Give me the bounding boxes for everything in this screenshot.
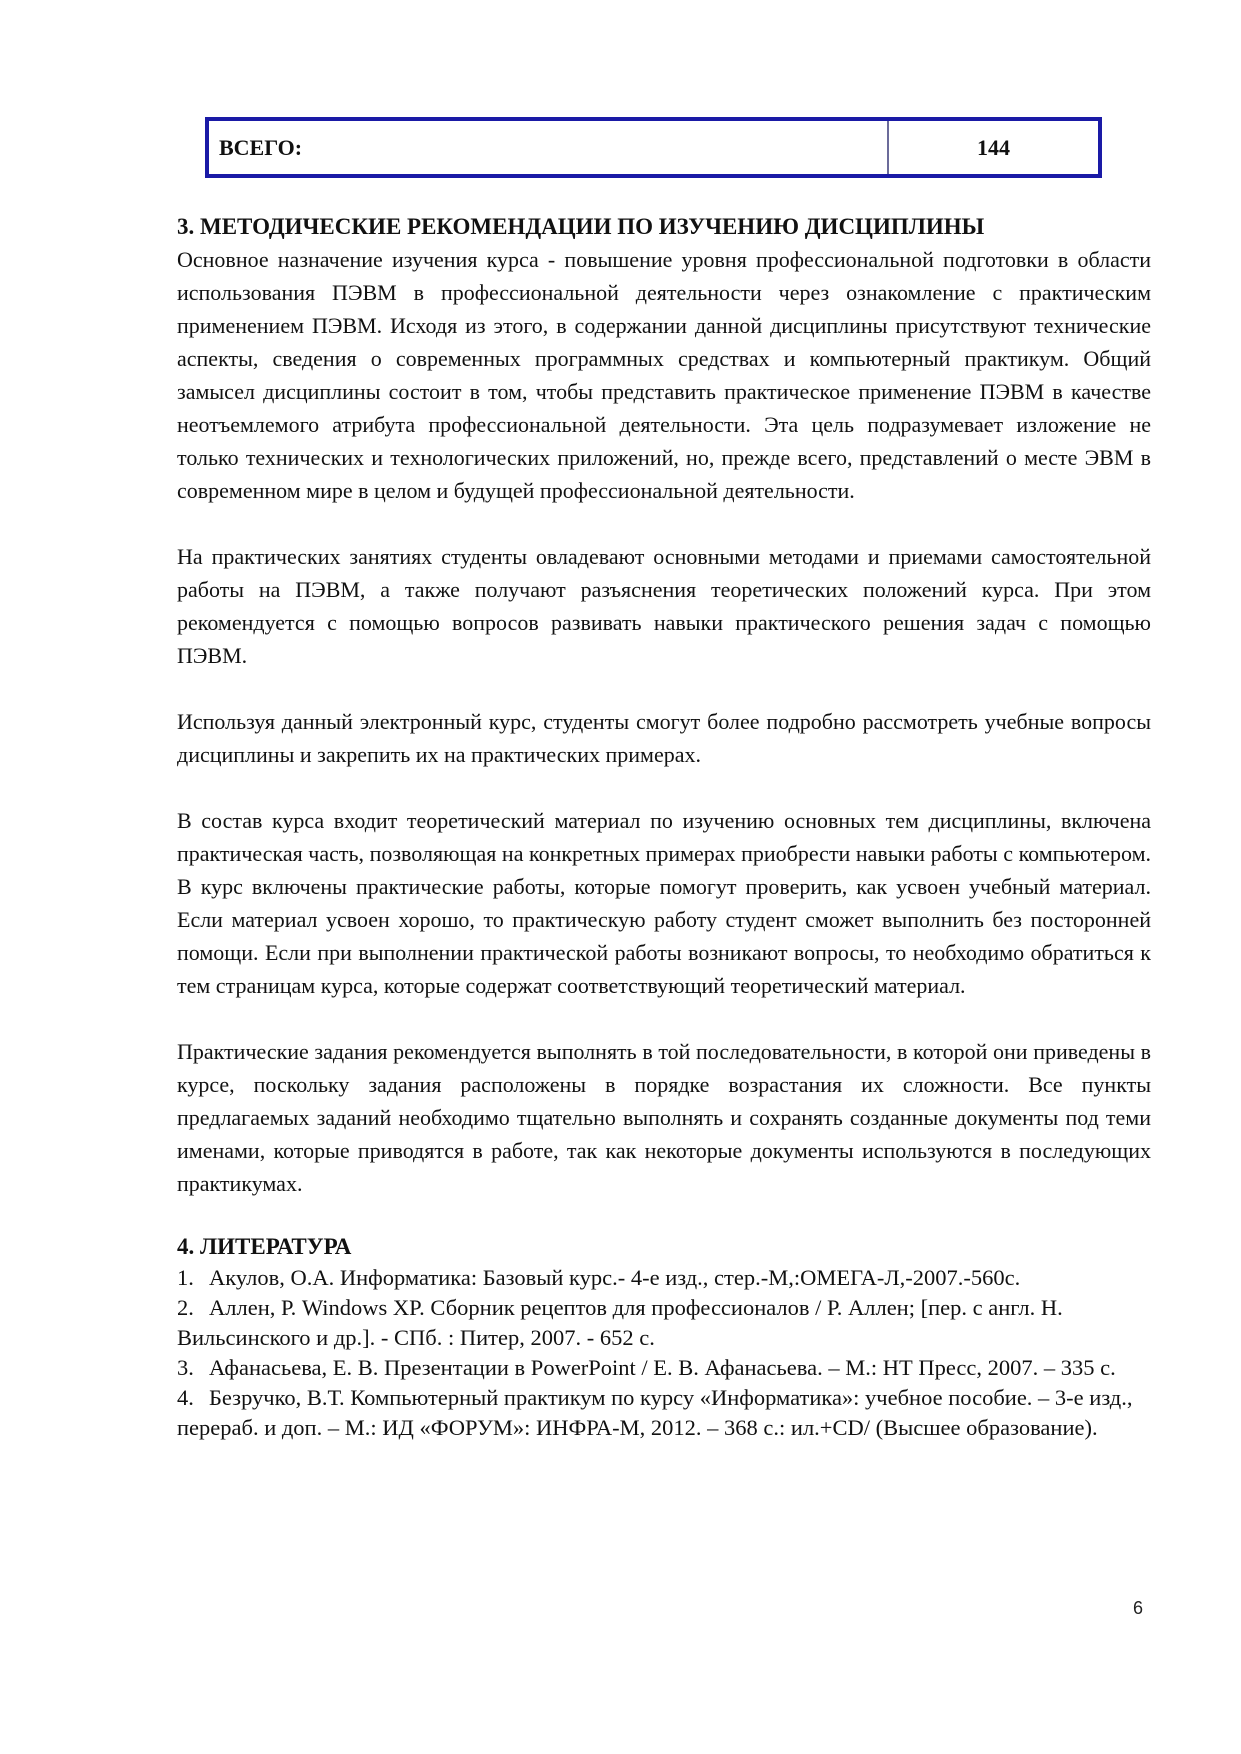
total-hours-table xyxy=(205,117,1102,178)
literature-item: 2. Аллен, Р. Windows XP. Сборник рецептов для профессионалов / Р. Аллен; [пер. с англ. Н. Вильсинского и др.]. - СПб. : Питер, 2007. - 652 с. xyxy=(177,1295,1063,1350)
paragraph-4: В состав курса входит теоретический материал по изучению основных тем дисциплины, включена практическая часть, позволяющая на конкретных примерах приобрести навыки работы с компьютером. В курс включены практические работы, которые помогут проверить, как усвоен учебный материал. Если материал усвоен хорошо, то практическую работу студент сможет выполнить без посторонней помощи. Если при выполнении практической работы возникают вопросы, то необходимо обратиться к тем страницам курса, которые содержат соответствующий теоретический материал. xyxy=(177,808,1151,998)
literature-item: 3. Афанасьева, Е. В. Презентации в PowerPoint / Е. В. Афанасьева. – М.: НТ Пресс, 2007. – 335 с. xyxy=(177,1355,1116,1380)
paragraph-3: Используя данный электронный курс, студенты смогут более подробно рассмотреть учебные вопросы дисциплины и закрепить их на практических примерах. xyxy=(177,709,1151,767)
total-value-cell: 144 xyxy=(977,134,1010,160)
section-3-heading: 3. МЕТОДИЧЕСКИЕ РЕКОМЕНДАЦИИ ПО ИЗУЧЕНИЮ ДИСЦИПЛИНЫ xyxy=(177,214,985,239)
paragraph-1: Основное назначение изучения курса - повышение уровня профессиональной подготовки в области использования ПЭВМ в профессиональной деятельности через ознакомление с практическим применением ПЭВМ. Исходя из этого, в содержании данной дисциплины присутствуют технические аспекты, сведения о современных программных средствах и компьютерный практикум. Общий замысел дисциплины состоит в том, чтобы представить практическое применение ПЭВМ в качестве неотъемлемого атрибута профессиональной деятельности. Эта цель подразумевает изложение не только технических и технологических приложений, но, прежде всего, представлений о месте ЭВМ в современном мире в целом и будущей профессиональной деятельности. xyxy=(177,247,1151,503)
paragraph-5: Практические задания рекомендуется выполнять в той последовательности, в которой они приведены в курсе, поскольку задания расположены в порядке возрастания их сложности. Все пункты предлагаемых заданий необходимо тщательно выполнять и сохранять созданные документы под теми именами, которые приводятся в работе, так как некоторые документы используются в последующих практикумах. xyxy=(177,1039,1151,1196)
literature-item: 1. Акулов, О.А. Информатика: Базовый курс.- 4-е изд., стер.-М,:ОМЕГА-Л,-2007.-560с. xyxy=(177,1265,1021,1290)
literature-item: 4. Безручко, В.Т. Компьютерный практикум по курсу «Информатика»: учебное пособие. – 3-е изд., перераб. и доп. – М.: ИД «ФОРУМ»: ИНФРА-М, 2012. – 368 с.: ил.+CD/ (Высшее образование). xyxy=(177,1385,1133,1440)
page-number: 6 xyxy=(1132,1598,1143,1618)
section-4-heading: 4. ЛИТЕРАТУРА xyxy=(177,1234,352,1259)
paragraph-2: На практических занятиях студенты овладевают основными методами и приемами самостоятельной работы на ПЭВМ, а также получают разъяснения теоретических положений курса. При этом рекомендуется с помощью вопросов развивать навыки практического решения задач с помощью ПЭВМ. xyxy=(177,544,1151,668)
literature-list xyxy=(177,1263,1151,1443)
total-label-cell: ВСЕГО: xyxy=(209,121,889,174)
document-content xyxy=(177,211,1151,1443)
